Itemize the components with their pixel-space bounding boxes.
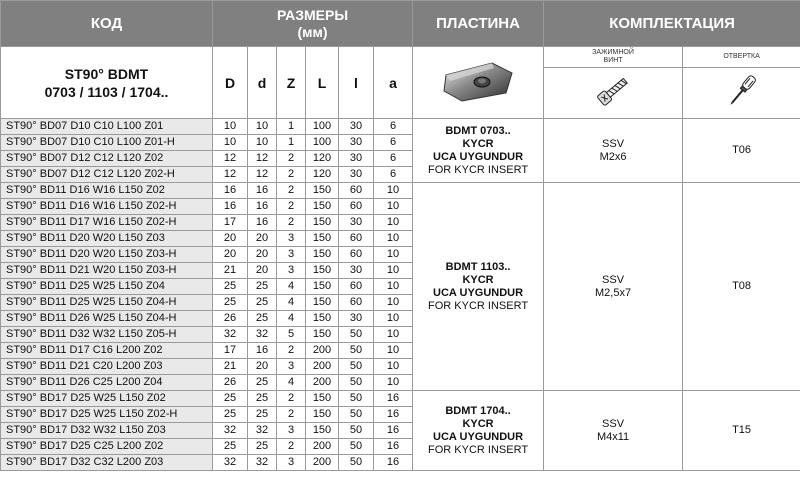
row-Z-value: 2 <box>277 391 306 407</box>
row-a-value: 10 <box>374 327 413 343</box>
insert-info-line: UCA UYGUNDUR <box>433 286 524 299</box>
product-title-line1: ST90° BDMT <box>64 65 149 82</box>
row-d-small-value: 10 <box>248 119 277 135</box>
insert-info-line: UCA UYGUNDUR <box>433 430 524 443</box>
row-L-value: 150 <box>306 183 339 199</box>
row-a-value: 10 <box>374 231 413 247</box>
row-L-value: 150 <box>306 423 339 439</box>
row-d-small-value: 25 <box>248 279 277 295</box>
row-L-value: 200 <box>306 343 339 359</box>
dim-head-D: D <box>213 47 248 119</box>
row-l-small-value: 30 <box>339 167 374 183</box>
row-L-value: 150 <box>306 231 339 247</box>
row-Z-value: 2 <box>277 215 306 231</box>
insert-info-line: BDMT 1704.. <box>445 404 511 417</box>
row-code: ST90° BD11 D26 C25 L200 Z04 <box>1 375 213 391</box>
row-Z-value: 4 <box>277 279 306 295</box>
row-D-value: 25 <box>213 391 248 407</box>
row-L-value: 200 <box>306 359 339 375</box>
row-d-small-value: 12 <box>248 151 277 167</box>
row-Z-value: 2 <box>277 199 306 215</box>
row-l-small-value: 60 <box>339 247 374 263</box>
screwdriver: T15 <box>683 391 800 471</box>
row-a-value: 6 <box>374 135 413 151</box>
clamp-screw <box>544 183 683 391</box>
row-d-small-value: 20 <box>248 247 277 263</box>
row-D-value: 20 <box>213 247 248 263</box>
row-code: ST90° BD11 D17 C16 L200 Z02 <box>1 343 213 359</box>
clamp-screw-line: M2,5x7 <box>595 286 632 299</box>
row-d-small-value: 25 <box>248 407 277 423</box>
insert-info-line: FOR KYCR INSERT <box>428 299 529 312</box>
row-l-small-value: 30 <box>339 215 374 231</box>
row-code: ST90° BD11 D26 W25 L150 Z04-H <box>1 311 213 327</box>
row-Z-value: 3 <box>277 263 306 279</box>
row-l-small-value: 30 <box>339 263 374 279</box>
row-d-small-value: 20 <box>248 263 277 279</box>
row-d-small-value: 25 <box>248 375 277 391</box>
insert-icon <box>432 55 524 105</box>
header-sizes-unit: (мм) <box>297 23 328 40</box>
row-l-small-value: 60 <box>339 279 374 295</box>
row-Z-value: 2 <box>277 439 306 455</box>
row-a-value: 6 <box>374 119 413 135</box>
header-kit: КОМПЛЕКТАЦИЯ <box>544 1 800 47</box>
row-a-value: 6 <box>374 151 413 167</box>
insert-info-line: BDMT 0703.. <box>445 124 511 137</box>
row-d-small-value: 12 <box>248 167 277 183</box>
screwdriver: T06 <box>683 119 800 183</box>
row-code: ST90° BD17 D25 C25 L200 Z02 <box>1 439 213 455</box>
header-insert: ПЛАСТИНА <box>413 1 544 47</box>
row-d-small-value: 25 <box>248 439 277 455</box>
row-Z-value: 2 <box>277 183 306 199</box>
row-code: ST90° BD17 D25 W25 L150 Z02-H <box>1 407 213 423</box>
row-l-small-value: 50 <box>339 343 374 359</box>
row-d-small-value: 25 <box>248 311 277 327</box>
insert-info-line: BDMT 1103.. <box>445 260 511 273</box>
row-a-value: 10 <box>374 247 413 263</box>
row-a-value: 16 <box>374 455 413 471</box>
row-code: ST90° BD17 D25 W25 L150 Z02 <box>1 391 213 407</box>
insert-image <box>413 47 544 119</box>
row-l-small-value: 50 <box>339 391 374 407</box>
row-a-value: 10 <box>374 199 413 215</box>
row-d-small-value: 16 <box>248 183 277 199</box>
row-l-small-value: 50 <box>339 375 374 391</box>
row-l-small-value: 60 <box>339 199 374 215</box>
row-D-value: 16 <box>213 199 248 215</box>
insert-info-line: KYCR <box>462 137 494 150</box>
row-a-value: 10 <box>374 311 413 327</box>
row-l-small-value: 60 <box>339 295 374 311</box>
row-code: ST90° BD07 D12 C12 L120 Z02 <box>1 151 213 167</box>
table-row <box>1 119 800 135</box>
row-l-small-value: 50 <box>339 455 374 471</box>
row-D-value: 26 <box>213 375 248 391</box>
screw-icon-cell <box>544 68 683 119</box>
row-L-value: 150 <box>306 263 339 279</box>
row-D-value: 25 <box>213 439 248 455</box>
row-Z-value: 5 <box>277 327 306 343</box>
row-a-value: 16 <box>374 423 413 439</box>
row-code: ST90° BD11 D17 W16 L150 Z02-H <box>1 215 213 231</box>
row-code: ST90° BD11 D16 W16 L150 Z02 <box>1 183 213 199</box>
row-L-value: 150 <box>306 311 339 327</box>
row-Z-value: 2 <box>277 151 306 167</box>
insert-info-line: KYCR <box>462 417 494 430</box>
row-d-small-value: 32 <box>248 455 277 471</box>
insert-info <box>413 183 544 391</box>
row-code: ST90° BD07 D10 C10 L100 Z01 <box>1 119 213 135</box>
row-D-value: 12 <box>213 151 248 167</box>
row-a-value: 16 <box>374 407 413 423</box>
row-L-value: 150 <box>306 247 339 263</box>
driver-icon-cell <box>683 68 800 119</box>
clamp-screw-line: SSV <box>602 417 625 430</box>
row-l-small-value: 50 <box>339 359 374 375</box>
row-D-value: 20 <box>213 231 248 247</box>
row-l-small-value: 60 <box>339 183 374 199</box>
dim-head-d: d <box>248 47 277 119</box>
row-Z-value: 4 <box>277 375 306 391</box>
clamp-screw-line: M2x6 <box>599 150 627 163</box>
row-code: ST90° BD11 D16 W16 L150 Z02-H <box>1 199 213 215</box>
header-sizes-title: РАЗМЕРЫ <box>277 6 349 23</box>
screwdriver: T08 <box>683 183 800 391</box>
insert-info-line: KYCR <box>462 273 494 286</box>
clamp-screw <box>544 119 683 183</box>
row-l-small-value: 30 <box>339 151 374 167</box>
row-D-value: 32 <box>213 327 248 343</box>
driver-label: ОТВЕРТКА <box>683 47 800 68</box>
table-row <box>1 183 800 199</box>
row-D-value: 10 <box>213 119 248 135</box>
row-l-small-value: 50 <box>339 407 374 423</box>
insert-info-line: FOR KYCR INSERT <box>428 163 529 176</box>
row-Z-value: 1 <box>277 119 306 135</box>
row-L-value: 200 <box>306 375 339 391</box>
row-L-value: 150 <box>306 391 339 407</box>
clamp-screw-line: SSV <box>602 273 625 286</box>
row-a-value: 10 <box>374 279 413 295</box>
row-D-value: 21 <box>213 359 248 375</box>
row-L-value: 150 <box>306 215 339 231</box>
screw-label <box>544 47 683 68</box>
row-code: ST90° BD11 D25 W25 L150 Z04 <box>1 279 213 295</box>
row-L-value: 100 <box>306 135 339 151</box>
row-d-small-value: 20 <box>248 231 277 247</box>
row-D-value: 12 <box>213 167 248 183</box>
row-L-value: 150 <box>306 407 339 423</box>
row-L-value: 200 <box>306 455 339 471</box>
screw-label-line1: ЗАЖИМНОЙ <box>592 49 634 56</box>
product-title <box>1 47 213 119</box>
row-d-small-value: 25 <box>248 391 277 407</box>
row-D-value: 32 <box>213 455 248 471</box>
row-code: ST90° BD17 D32 C32 L200 Z03 <box>1 455 213 471</box>
screwdriver-icon <box>722 71 762 111</box>
row-a-value: 10 <box>374 343 413 359</box>
header-sizes <box>213 1 413 47</box>
row-a-value: 6 <box>374 167 413 183</box>
row-code: ST90° BD11 D20 W20 L150 Z03-H <box>1 247 213 263</box>
row-Z-value: 4 <box>277 295 306 311</box>
row-d-small-value: 16 <box>248 343 277 359</box>
row-code: ST90° BD11 D21 W20 L150 Z03-H <box>1 263 213 279</box>
row-a-value: 10 <box>374 215 413 231</box>
row-D-value: 21 <box>213 263 248 279</box>
row-l-small-value: 50 <box>339 423 374 439</box>
dim-head-a: a <box>374 47 413 119</box>
table-body <box>1 119 800 471</box>
row-l-small-value: 50 <box>339 439 374 455</box>
row-code: ST90° BD07 D12 C12 L120 Z02-H <box>1 167 213 183</box>
row-D-value: 17 <box>213 215 248 231</box>
row-d-small-value: 16 <box>248 215 277 231</box>
row-l-small-value: 50 <box>339 327 374 343</box>
dim-head-L: L <box>306 47 339 119</box>
clamp-screw-line: SSV <box>602 137 625 150</box>
row-L-value: 150 <box>306 199 339 215</box>
insert-info <box>413 391 544 471</box>
clamp-screw-line: M4x11 <box>596 430 630 443</box>
row-Z-value: 3 <box>277 247 306 263</box>
row-a-value: 16 <box>374 391 413 407</box>
row-L-value: 150 <box>306 279 339 295</box>
row-Z-value: 3 <box>277 231 306 247</box>
row-L-value: 150 <box>306 327 339 343</box>
row-Z-value: 3 <box>277 455 306 471</box>
row-D-value: 17 <box>213 343 248 359</box>
row-code: ST90° BD07 D10 C10 L100 Z01-H <box>1 135 213 151</box>
row-D-value: 10 <box>213 135 248 151</box>
screw-label-line2: ВИНТ <box>603 57 623 64</box>
row-d-small-value: 25 <box>248 295 277 311</box>
row-Z-value: 2 <box>277 167 306 183</box>
row-a-value: 16 <box>374 439 413 455</box>
row-D-value: 26 <box>213 311 248 327</box>
row-a-value: 10 <box>374 263 413 279</box>
row-l-small-value: 30 <box>339 135 374 151</box>
row-Z-value: 3 <box>277 359 306 375</box>
row-d-small-value: 10 <box>248 135 277 151</box>
row-D-value: 32 <box>213 423 248 439</box>
insert-info <box>413 119 544 183</box>
row-code: ST90° BD11 D20 W20 L150 Z03 <box>1 231 213 247</box>
row-l-small-value: 30 <box>339 119 374 135</box>
row-a-value: 10 <box>374 183 413 199</box>
row-Z-value: 2 <box>277 407 306 423</box>
clamp-screw <box>544 391 683 471</box>
row-Z-value: 1 <box>277 135 306 151</box>
row-a-value: 10 <box>374 295 413 311</box>
row-d-small-value: 16 <box>248 199 277 215</box>
table-row <box>1 391 800 407</box>
row-D-value: 25 <box>213 279 248 295</box>
row-Z-value: 2 <box>277 343 306 359</box>
row-d-small-value: 20 <box>248 359 277 375</box>
row-code: ST90° BD17 D32 W32 L150 Z03 <box>1 423 213 439</box>
dim-head-l: l <box>339 47 374 119</box>
row-Z-value: 4 <box>277 311 306 327</box>
row-L-value: 120 <box>306 167 339 183</box>
row-D-value: 25 <box>213 407 248 423</box>
row-d-small-value: 32 <box>248 327 277 343</box>
row-code: ST90° BD11 D21 C20 L200 Z03 <box>1 359 213 375</box>
row-a-value: 10 <box>374 359 413 375</box>
row-Z-value: 3 <box>277 423 306 439</box>
row-L-value: 200 <box>306 439 339 455</box>
row-D-value: 16 <box>213 183 248 199</box>
row-L-value: 150 <box>306 295 339 311</box>
row-d-small-value: 32 <box>248 423 277 439</box>
insert-info-line: FOR KYCR INSERT <box>428 443 529 456</box>
row-a-value: 10 <box>374 375 413 391</box>
row-L-value: 100 <box>306 119 339 135</box>
header-code: КОД <box>1 1 213 47</box>
row-l-small-value: 30 <box>339 311 374 327</box>
dim-head-Z: Z <box>277 47 306 119</box>
row-L-value: 120 <box>306 151 339 167</box>
row-D-value: 25 <box>213 295 248 311</box>
product-title-line2: 0703 / 1103 / 1704.. <box>44 83 169 100</box>
row-code: ST90° BD11 D25 W25 L150 Z04-H <box>1 295 213 311</box>
screw-icon <box>591 71 635 111</box>
row-l-small-value: 60 <box>339 231 374 247</box>
row-code: ST90° BD11 D32 W32 L150 Z05-H <box>1 327 213 343</box>
insert-info-line: UCA UYGUNDUR <box>433 150 524 163</box>
